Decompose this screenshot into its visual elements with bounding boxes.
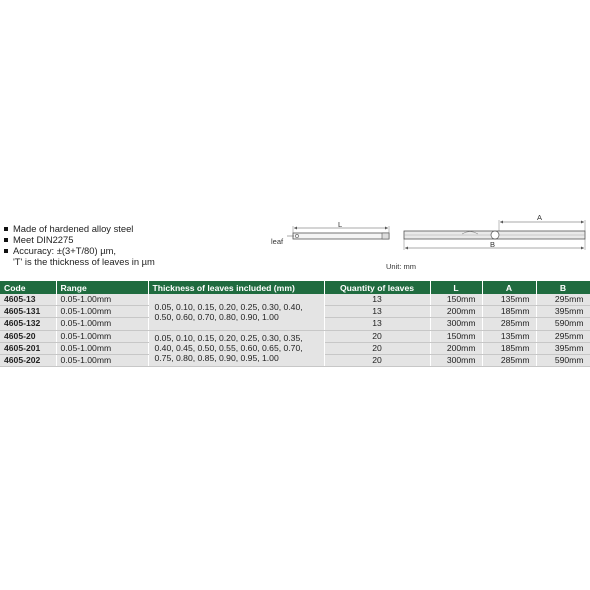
cell-b: 395mm: [536, 342, 590, 354]
l-dimension-label: L: [338, 220, 343, 229]
cell-b: 295mm: [536, 294, 590, 306]
table-row: [0, 330, 590, 342]
cell-thickness-group: 0.05, 0.10, 0.15, 0.20, 0.25, 0.30, 0.35, 0.40, 0.45, 0.50, 0.55, 0.60, 0.65, 0.70, 0.75, 0.80, 0.85, 0.90, 0.95, 1.00: [148, 330, 324, 367]
header-code: Code: [0, 281, 56, 294]
feature-text: Accuracy: ±(3+T/80) µm,: [13, 245, 117, 256]
cell-l: 200mm: [430, 306, 482, 318]
cell-range: 0.05-1.00mm: [56, 330, 148, 342]
cell-a: 185mm: [482, 342, 536, 354]
feature-list: [2, 223, 155, 267]
cell-code: 4605-201: [0, 342, 56, 354]
cell-l: 200mm: [430, 342, 482, 354]
cell-a: 285mm: [482, 354, 536, 366]
bullet-icon: [4, 227, 8, 231]
cell-thickness-group: 0.05, 0.10, 0.15, 0.20, 0.25, 0.30, 0.40, 0.50, 0.60, 0.70, 0.80, 0.90, 1.00: [148, 294, 324, 330]
header-a: A: [482, 281, 536, 294]
header-thickness: Thickness of leaves included (mm): [148, 281, 324, 294]
table-header-row: [0, 281, 590, 294]
cell-l: 300mm: [430, 354, 482, 366]
cell-l: 150mm: [430, 330, 482, 342]
cell-l: 150mm: [430, 294, 482, 306]
bullet-icon: [4, 238, 8, 242]
feeler-gauge-diagram: [265, 208, 590, 274]
cell-code: 4605-131: [0, 306, 56, 318]
cell-quantity: 20: [324, 354, 430, 366]
feature-text: 'T' is the thickness of leaves in µm: [13, 256, 155, 267]
cell-l: 300mm: [430, 318, 482, 330]
cell-a: 185mm: [482, 306, 536, 318]
cell-b: 395mm: [536, 306, 590, 318]
header-range: Range: [56, 281, 148, 294]
cell-quantity: 20: [324, 342, 430, 354]
spec-table: [0, 281, 590, 367]
cell-range: 0.05-1.00mm: [56, 294, 148, 306]
leaf-label: leaf: [271, 237, 284, 246]
unit-label: Unit: mm: [386, 262, 416, 271]
cell-a: 285mm: [482, 318, 536, 330]
header-l: L: [430, 281, 482, 294]
a-dimension-label: A: [537, 213, 543, 222]
cell-code: 4605-20: [0, 330, 56, 342]
cell-range: 0.05-1.00mm: [56, 306, 148, 318]
cell-code: 4605-132: [0, 318, 56, 330]
cell-b: 590mm: [536, 354, 590, 366]
cell-range: 0.05-1.00mm: [56, 342, 148, 354]
header-quantity: Quantity of leaves: [324, 281, 430, 294]
b-dimension-label: B: [490, 240, 496, 249]
bullet-icon: [4, 249, 8, 253]
cell-quantity: 13: [324, 294, 430, 306]
cell-a: 135mm: [482, 330, 536, 342]
feature-text: Meet DIN2275: [13, 234, 74, 245]
cell-quantity: 13: [324, 318, 430, 330]
cell-b: 295mm: [536, 330, 590, 342]
feature-item: [2, 223, 155, 234]
cell-range: 0.05-1.00mm: [56, 354, 148, 366]
feature-item: [2, 245, 155, 256]
header-b: B: [536, 281, 590, 294]
table-row: [0, 294, 590, 306]
cell-a: 135mm: [482, 294, 536, 306]
feature-item: [2, 256, 155, 267]
cell-b: 590mm: [536, 318, 590, 330]
feature-text: Made of hardened alloy steel: [13, 223, 134, 234]
cell-range: 0.05-1.00mm: [56, 318, 148, 330]
cell-quantity: 20: [324, 330, 430, 342]
cell-code: 4605-202: [0, 354, 56, 366]
cell-code: 4605-13: [0, 294, 56, 306]
cell-quantity: 13: [324, 306, 430, 318]
feature-item: [2, 234, 155, 245]
